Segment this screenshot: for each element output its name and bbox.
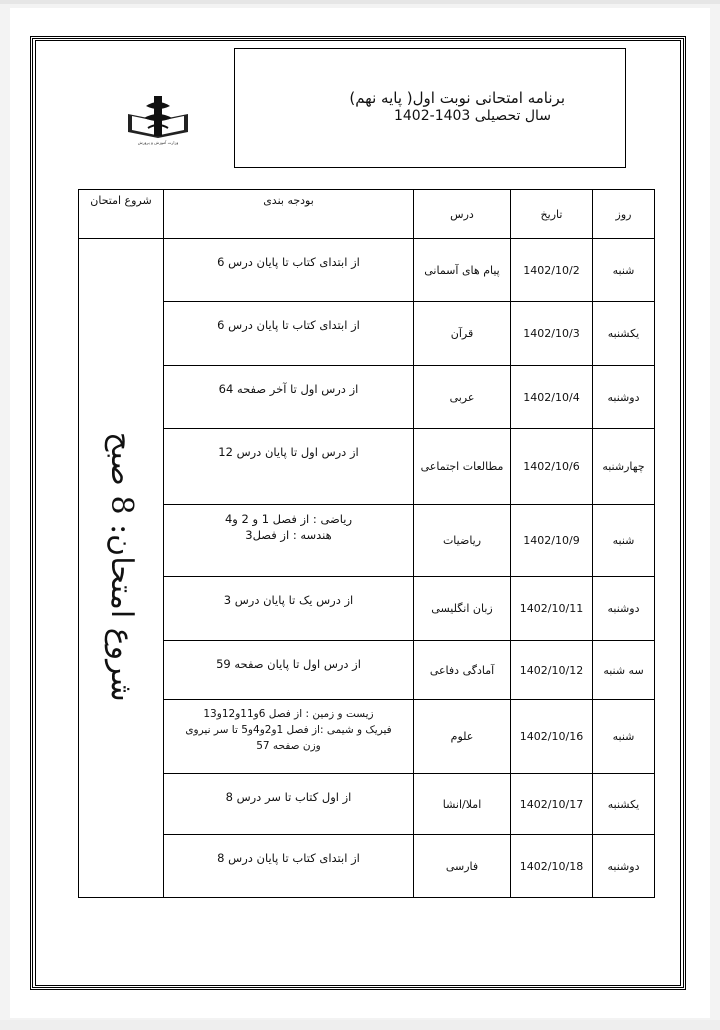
day-cell: شنبه — [593, 700, 655, 774]
header-budget: بودجه بندی — [164, 190, 414, 239]
top-edge — [0, 0, 720, 4]
subject-cell: فارسی — [414, 835, 511, 898]
subject-cell: زبان انگلیسی — [414, 577, 511, 641]
date-cell: 1402/10/17 — [511, 774, 593, 835]
budget-line: وزن صفحه 57 — [256, 740, 321, 752]
subject-cell: املا/انشا — [414, 774, 511, 835]
table-row — [79, 700, 655, 774]
budget-line: هندسه : از فصل3 — [245, 528, 332, 542]
table-row — [79, 366, 655, 429]
budget-cell: از ابتدای کتاب تا پایان درس 6 — [164, 239, 414, 302]
date-cell: 1402/10/18 — [511, 835, 593, 898]
date-cell: 1402/10/11 — [511, 577, 593, 641]
subject-cell: عربی — [414, 366, 511, 429]
date-cell: 1402/10/2 — [511, 239, 593, 302]
day-cell: سه شنبه — [593, 641, 655, 700]
logo-caption: وزارت آموزش و پرورش — [137, 140, 179, 145]
header-date: تاریخ — [511, 190, 593, 239]
table-header-row — [79, 190, 655, 239]
header-start: شروع امتحان — [79, 190, 164, 239]
subject-cell: آمادگی دفاعی — [414, 641, 511, 700]
budget-cell: از ابتدای کتاب تا پایان درس 8 — [164, 835, 414, 898]
header-subject: درس — [414, 190, 511, 239]
budget-cell: از درس اول تا پایان صفحه 59 — [164, 641, 414, 700]
day-cell: دوشنبه — [593, 366, 655, 429]
page-title: برنامه امتحانی نوبت اول( پایه نهم) — [349, 89, 565, 107]
day-cell: چهارشنبه — [593, 429, 655, 505]
table-row — [79, 774, 655, 835]
budget-cell: از ابتدای کتاب تا پایان درس 6 — [164, 302, 414, 366]
header-day: روز — [593, 190, 655, 239]
day-cell: یکشنبه — [593, 302, 655, 366]
subject-cell: مطالعات اجتماعی — [414, 429, 511, 505]
day-cell: یکشنبه — [593, 774, 655, 835]
table-row — [79, 641, 655, 700]
budget-cell: از درس اول تا پایان درس 12 — [164, 429, 414, 505]
date-cell: 1402/10/6 — [511, 429, 593, 505]
budget-cell: از درس یک تا پایان درس 3 — [164, 577, 414, 641]
day-cell: شنبه — [593, 505, 655, 577]
education-ministry-logo-icon — [108, 92, 208, 162]
budget-cell — [164, 505, 414, 577]
school-year: سال تحصیلی 1403-1402 — [393, 108, 551, 124]
table-row — [79, 577, 655, 641]
table-row — [79, 239, 655, 302]
budget-cell: از اول کتاب تا سر درس 8 — [164, 774, 414, 835]
budget-cell — [164, 700, 414, 774]
bottom-edge — [0, 1020, 720, 1030]
table-row — [79, 505, 655, 577]
table-row — [79, 302, 655, 366]
start-time-cell — [79, 239, 164, 898]
date-cell: 1402/10/4 — [511, 366, 593, 429]
date-cell: 1402/10/3 — [511, 302, 593, 366]
date-cell: 1402/10/9 — [511, 505, 593, 577]
subject-cell: ریاضیات — [414, 505, 511, 577]
table-row — [79, 835, 655, 898]
subject-cell: علوم — [414, 700, 511, 774]
budget-line: فیریک و شیمی :از فصل 1و2و4و5 تا سر نیروی — [185, 724, 392, 736]
exam-schedule-table — [78, 189, 655, 898]
table-row — [79, 429, 655, 505]
date-cell: 1402/10/12 — [511, 641, 593, 700]
day-cell: دوشنبه — [593, 835, 655, 898]
date-cell: 1402/10/16 — [511, 700, 593, 774]
subject-cell: قرآن — [414, 302, 511, 366]
budget-cell: از درس اول تا آخر صفحه 64 — [164, 366, 414, 429]
budget-line: ریاضی : از فصل 1 و 2 و4 — [224, 512, 353, 526]
budget-line: زیست و زمین : از فصل 6و11و12و13 — [203, 708, 374, 720]
day-cell: دوشنبه — [593, 577, 655, 641]
title-box — [234, 48, 626, 168]
subject-cell: پیام های آسمانی — [414, 239, 511, 302]
day-cell: شنبه — [593, 239, 655, 302]
start-time-text: شروع امتحان: 8 صبح — [104, 431, 139, 702]
